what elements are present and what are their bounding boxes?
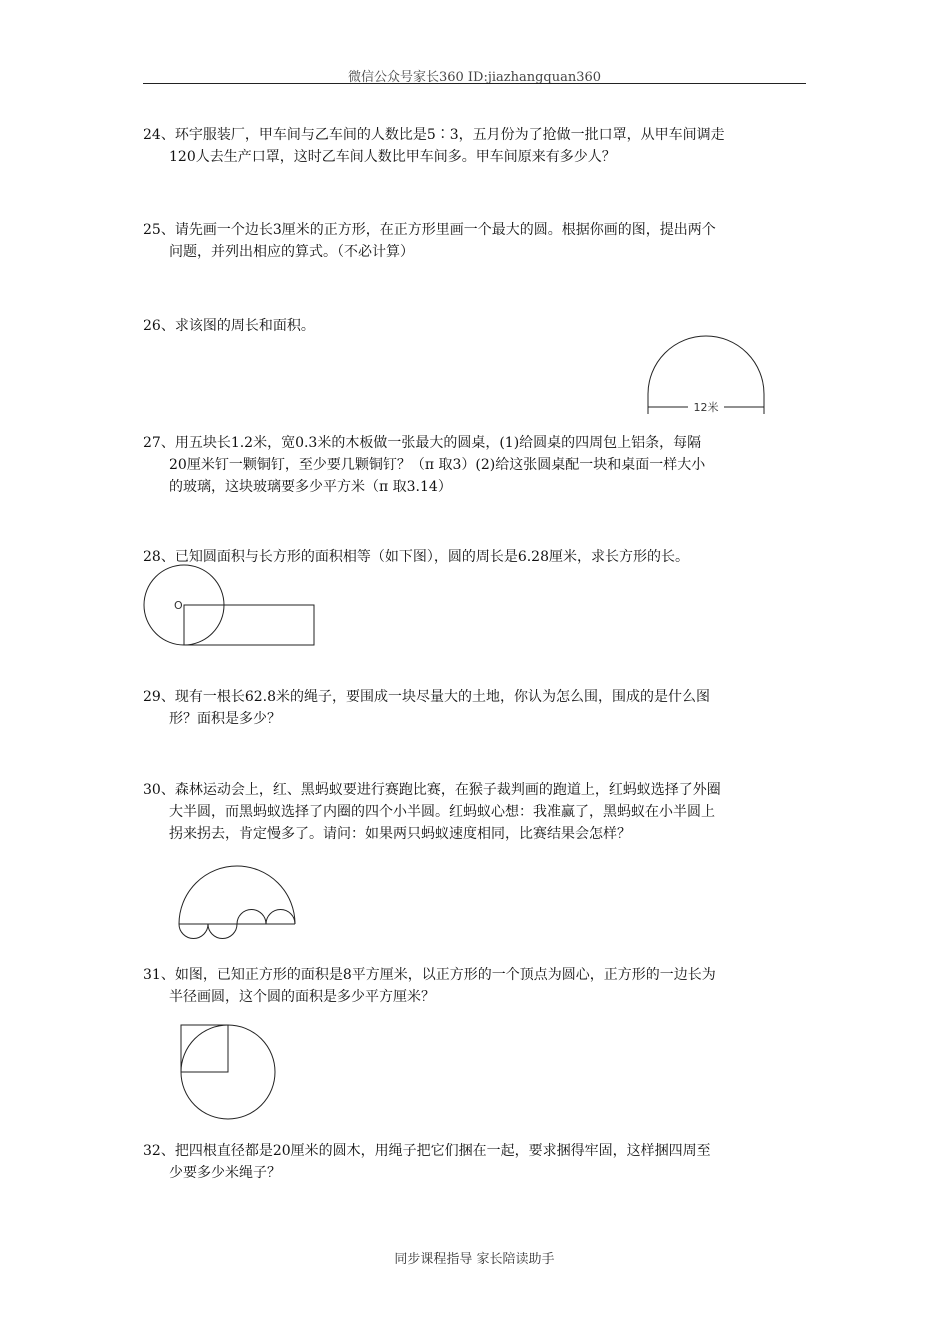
page-footer: 同步课程指导 家长陪读助手 bbox=[394, 1252, 555, 1267]
question-line: 26、求该图的周长和面积。 bbox=[143, 318, 315, 334]
question-line: 25、请先画一个边长3厘米的正方形，在正方形里画一个最大的圆。根据你画的图，提出两个 bbox=[143, 222, 716, 238]
question-31 bbox=[143, 964, 807, 1008]
question-line: 28、已知圆面积与长方形的面积相等（如下图），圆的周长是6.28厘米，求长方形的长。 bbox=[143, 549, 689, 565]
center-label: O bbox=[174, 599, 183, 612]
question-line: 27、用五块长1.2米，宽0.3米的木板做一张最大的圆桌，(1)给圆桌的四周包上铝条，每隔 bbox=[143, 435, 702, 451]
question-line: 大半圆，而黑蚂蚁选择了内圈的四个小半圆。红蚂蚁心想：我准赢了，黑蚂蚁在小半圆上 bbox=[169, 804, 715, 820]
question-line: 29、现有一根长62.8米的绳子，要围成一块尽量大的土地，你认为怎么围，围成的是什么图 bbox=[143, 689, 710, 705]
square-shape bbox=[181, 1025, 228, 1072]
question-line: 形？面积是多少？ bbox=[169, 711, 281, 727]
question-line: 24、环宇服装厂，甲车间与乙车间的人数比是5∶3，五月份为了抢做一批口罩，从甲车间调走 bbox=[143, 127, 725, 143]
question-line: 少要多少米绳子？ bbox=[169, 1165, 281, 1181]
question-30 bbox=[143, 779, 807, 845]
question-line: 拐来拐去，肯定慢多了。请问：如果两只蚂蚁速度相同，比赛结果会怎样？ bbox=[169, 826, 631, 842]
race-track-figure bbox=[170, 858, 310, 948]
rectangle-shape bbox=[184, 605, 314, 645]
question-line: 120人去生产口罩，这时乙车间人数比甲车间多。甲车间原来有多少人？ bbox=[169, 149, 616, 165]
question-line: 的玻璃，这块玻璃要多少平方米（π 取3.14） bbox=[169, 479, 452, 495]
semicircle-arc bbox=[648, 336, 764, 394]
question-line: 半径画圆，这个圆的面积是多少平方厘米？ bbox=[169, 989, 435, 1005]
question-line: 30、森林运动会上，红、黑蚂蚁要进行赛跑比赛，在猴子裁判画的跑道上，红蚂蚁选择了外圈 bbox=[143, 782, 721, 798]
question-line: 20厘米钉一颗铜钉，至少要几颗铜钉？（π 取3）(2)给这张圆桌配一块和桌面一样大小 bbox=[169, 457, 706, 473]
square-circle-figure bbox=[175, 1020, 285, 1125]
question-25 bbox=[143, 219, 807, 263]
question-27 bbox=[143, 432, 807, 498]
question-32 bbox=[143, 1140, 807, 1184]
outer-large-semicircle bbox=[179, 866, 295, 924]
dimension-label: 12米 bbox=[693, 401, 719, 414]
header-divider bbox=[143, 83, 806, 84]
circle-rectangle-figure bbox=[140, 565, 320, 655]
small-semicircle-4 bbox=[266, 910, 295, 925]
semicircle-figure bbox=[640, 328, 775, 418]
question-line: 问题，并列出相应的算式。（不必计算） bbox=[169, 244, 414, 260]
small-semicircle-3 bbox=[237, 910, 266, 924]
question-line: 31、如图，已知正方形的面积是8平方厘米，以正方形的一个顶点为圆心，正方形的一边长为 bbox=[143, 967, 716, 983]
question-24 bbox=[143, 124, 807, 168]
question-29 bbox=[143, 686, 807, 730]
question-line: 32、把四根直径都是20厘米的圆木，用绳子把它们捆在一起，要求捆得牢固，这样捆四周至 bbox=[143, 1143, 711, 1159]
small-semicircle-2 bbox=[208, 924, 237, 939]
small-semicircle-1 bbox=[179, 924, 208, 939]
page-header: 微信公众号家长360 ID:jiazhangquan360 bbox=[347, 70, 602, 85]
